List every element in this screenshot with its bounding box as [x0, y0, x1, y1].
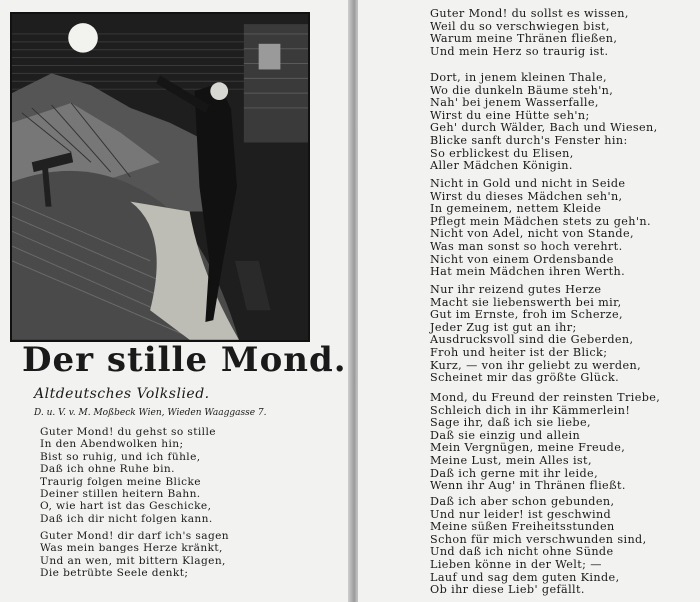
verse-line: Schleich dich in ihr Kämmerlein! [430, 403, 631, 417]
verse-line: In gemeinem, nettem Kleide [430, 202, 602, 216]
verse-line: Aller Mädchen Königin. [430, 159, 573, 173]
verse-line: Sage ihr, daß ich sie liebe, [430, 416, 591, 430]
verse-line: Traurig folgen meine Blicke [40, 475, 201, 488]
verse-line: Meine Lust, mein Alles ist, [430, 453, 592, 467]
verse-line: Guter Mond! dir darf ich's sagen [40, 530, 230, 542]
verse-line: So erblickest du Elisen, [430, 146, 574, 160]
verse-line: Bist so ruhig, und ich fühle, [40, 450, 201, 463]
verse-line: Nur ihr reizend gutes Herze [430, 283, 602, 296]
stanza [430, 72, 658, 173]
poem-subtitle: Altdeutsches Volkslied. [34, 386, 210, 402]
moon-icon [68, 23, 98, 53]
verse-line: Lieben könne in der Welt; — [430, 557, 602, 571]
verse-line: Und mein Herz so traurig ist. [430, 44, 609, 58]
verse-line: Warum meine Thränen fließen, [430, 32, 618, 46]
verse-line: Nicht von Adel, nicht von Stande, [430, 227, 634, 241]
verse-line: Wirst du dieses Mädchen seh'n, [430, 189, 623, 203]
verse-line: Gut im Ernste, froh im Scherze, [430, 308, 623, 322]
verse-line: Was mein banges Herze kränkt, [40, 542, 223, 555]
verse-line: Wo die dunkeln Bäume steh'n, [430, 83, 614, 97]
verse-line: Und an wen, mit bittern Klagen, [40, 554, 226, 567]
verse-line: Was man sonst so hoch verehrt. [430, 239, 623, 253]
stanza [40, 426, 216, 525]
verse-line: O, wie hart ist das Geschicke, [40, 500, 212, 513]
verse-line: Pflegt mein Mädchen stets zu geh'n. [430, 214, 651, 228]
stanza [430, 8, 629, 58]
verse-line: Hat mein Mädchen ihren Werth. [430, 265, 626, 279]
verse-line: Dort, in jenem kleinen Thale, [430, 71, 607, 84]
verse-line: Daß ich aber schon gebunden, [430, 495, 615, 508]
verse-line: Wenn ihr Aug' in Thränen fließt. [430, 479, 626, 493]
verse-line: Blicke sanft durch's Fenster hin: [430, 133, 628, 147]
verse-line: Und daß ich nicht ohne Sünde [430, 545, 614, 559]
verse-line: Guter Mond! du sollst es wissen, [430, 7, 629, 20]
verse-line: Schon für mich verschwunden sind, [430, 532, 647, 546]
verse-line: Kurz, — von ihr geliebt zu werden, [430, 358, 642, 372]
verse-line: Nicht in Gold und nicht in Seide [430, 177, 626, 190]
stanza [430, 496, 647, 597]
verse-line: Daß sie einzig und allein [430, 428, 581, 442]
verse-line: Wirst du eine Hütte seh'n; [430, 108, 590, 122]
woodcut-illustration [10, 12, 310, 342]
verse-line: Mond, du Freund der reinsten Triebe, [430, 391, 661, 404]
verse-line: Mein Vergnügen, meine Freude, [430, 441, 626, 455]
verse-line: Daß ich ohne Ruhe bin. [40, 463, 175, 476]
verse-line: Guter Mond! du gehst so stille [40, 426, 216, 438]
verse-line: Ausdrucksvoll sind die Geberden, [430, 333, 634, 347]
verse-line: Ob ihr diese Lieb' gefällt. [430, 583, 585, 597]
verse-line: Deiner stillen heitern Bahn. [40, 488, 201, 501]
stanza [430, 178, 651, 279]
verse-line: Scheinet mir das größte Glück. [430, 371, 620, 385]
verse-line: Lauf und sag dem guten Kinde, [430, 570, 620, 584]
right-page [358, 0, 700, 602]
verse-line: Nicht von einem Ordensbande [430, 252, 614, 266]
verse-line: Daß ich dir nicht folgen kann. [40, 512, 213, 525]
verse-line: Froh und heiter ist der Blick; [430, 345, 608, 359]
verse-line: Die betrübte Seele denkt; [40, 567, 189, 580]
verse-line: Meine süßen Freiheitsstunden [430, 520, 615, 534]
verse-line: Und nur leider! ist geschwind [430, 507, 612, 521]
verse-line: In den Abendwolken hin; [40, 438, 184, 451]
poem-title: Der stille Mond. [22, 340, 347, 380]
verse-line: Geh' durch Wälder, Bach und Wiesen, [430, 121, 658, 135]
printer-imprint: D. u. V. v. M. Moßbeck Wien, Wieden Waaggasse 7. [34, 408, 267, 418]
verse-line: Jeder Zug ist gut an ihr; [430, 320, 577, 334]
verse-line: Weil du so verschwiegen bist, [430, 19, 610, 33]
stanza [430, 284, 641, 385]
stanza [40, 530, 229, 580]
verse-line: Nah' bei jenem Wasserfalle, [430, 96, 599, 110]
stanza [430, 392, 660, 493]
verse-line: Macht sie liebenswerth bei mir, [430, 295, 622, 309]
verse-line: Daß ich gerne mit ihr leide, [430, 466, 599, 480]
